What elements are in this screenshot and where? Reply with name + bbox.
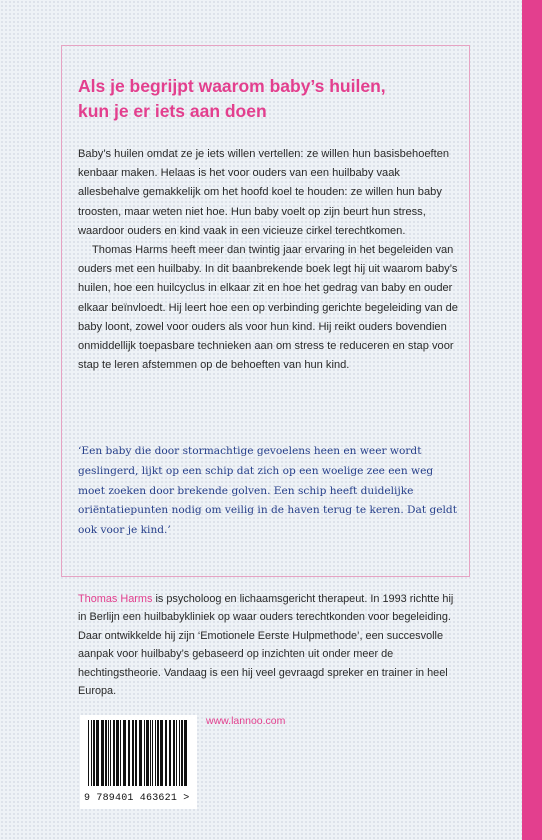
barcode-bar xyxy=(150,720,151,786)
barcode-bar xyxy=(120,720,121,786)
barcode-bar xyxy=(176,720,177,786)
barcode-bar xyxy=(155,720,156,786)
barcode-bar xyxy=(93,720,95,786)
barcode-bar xyxy=(132,720,134,786)
barcode-digits: 9 789401 463621 > xyxy=(84,793,190,804)
barcode-bar xyxy=(160,720,163,786)
barcode-bar xyxy=(128,720,130,786)
barcode-bar xyxy=(139,720,142,786)
pull-quote: ‘Een baby die door stormachtige gevoelens heen en weer wordt geslingerd, lijkt op een schip dat zich op een woelige zee een weg moet zoeken door brekende golven. Een schip heeft duidelijke oriëntatiepunten nodig om veilig in de haven terug te keren. Dat geldt ook voor je kind.’ xyxy=(78,445,457,537)
barcode-bar xyxy=(146,720,149,786)
author-bio-text: is psycholoog en lichaamsgericht therapeut. In 1993 richtte hij in Berlijn een huilbabykliniek op waar ouders terechtkonden voor begeleiding. Daar ontwikkelde hij zijn ‘Emotionele Eerste Hulpmethode’, een succesvolle aanpak voor huilbaby’s gebaseerd op inzichten uit onder meer de hechtingstheorie. Vandaag is een hij veel gevraagd spreker en trainer in heel Europa. xyxy=(78,593,454,698)
barcode-bar xyxy=(113,720,115,786)
isbn-barcode xyxy=(80,715,197,809)
blurb-paragraph-1: Baby’s huilen omdat ze je iets willen vertellen: ze willen hun basisbehoeften kenbaar maken. Helaas is het voor ouders van een huilbaby vaak allesbehalve gemakkelijk om het hoofd koel te houden: ze willen hun baby troosten, maar weten niet hoe. Hun baby voelt op zijn beurt hun stress, waardoor ouders en kind vaak in een vicieuze cirkel terechtkomen. xyxy=(78,148,450,237)
barcode-bar xyxy=(144,720,145,786)
blurb-paragraph-2: Thomas Harms heeft meer dan twintig jaar ervaring in het begeleiden van ouders met een huilbaby. In dit baanbrekende boek legt hij uit waarom baby’s huilen, hoe een huilcyclus in elkaar zit en hoe het gedrag van baby en ouder elkaar beïnvloedt. Hij leert hoe een op verbinding gerichte begeleiding van de baby loont, zowel voor ouders als voor hun kind. Hij reikt ouders bovendien onmiddellijk toepasbare technieken aan om stress te reduceren en stap voor stap te leren afstemmen op de behoeften van hun kind. xyxy=(78,244,458,372)
barcode-bar xyxy=(105,720,107,786)
barcode-bar xyxy=(88,720,89,786)
headline-line-1: Als je begrijpt waarom baby’s huilen, xyxy=(78,76,386,96)
blurb-body xyxy=(78,145,463,375)
barcode-bar xyxy=(173,720,175,786)
barcode-bar xyxy=(165,720,167,786)
barcode-bars xyxy=(86,720,191,786)
publisher-website[interactable]: www.lannoo.com xyxy=(206,715,286,727)
barcode-bar xyxy=(179,720,180,786)
barcode-bar xyxy=(135,720,137,786)
barcode-bar xyxy=(110,720,111,786)
barcode-bar xyxy=(101,720,104,786)
barcode-bar xyxy=(123,720,126,786)
barcode-bar xyxy=(181,720,183,786)
barcode-bar xyxy=(184,720,187,786)
headline-line-2: kun je er iets aan doen xyxy=(78,101,267,121)
barcode-bar xyxy=(157,720,159,786)
headline xyxy=(78,74,458,124)
pink-edge-stripe xyxy=(522,0,542,840)
barcode-bar xyxy=(96,720,99,786)
author-name: Thomas Harms xyxy=(78,593,153,605)
barcode-bar xyxy=(152,720,153,786)
barcode-bar xyxy=(91,720,92,786)
barcode-bar xyxy=(169,720,171,786)
barcode-bar xyxy=(108,720,109,786)
barcode-bar xyxy=(116,720,119,786)
author-bio xyxy=(78,590,463,700)
